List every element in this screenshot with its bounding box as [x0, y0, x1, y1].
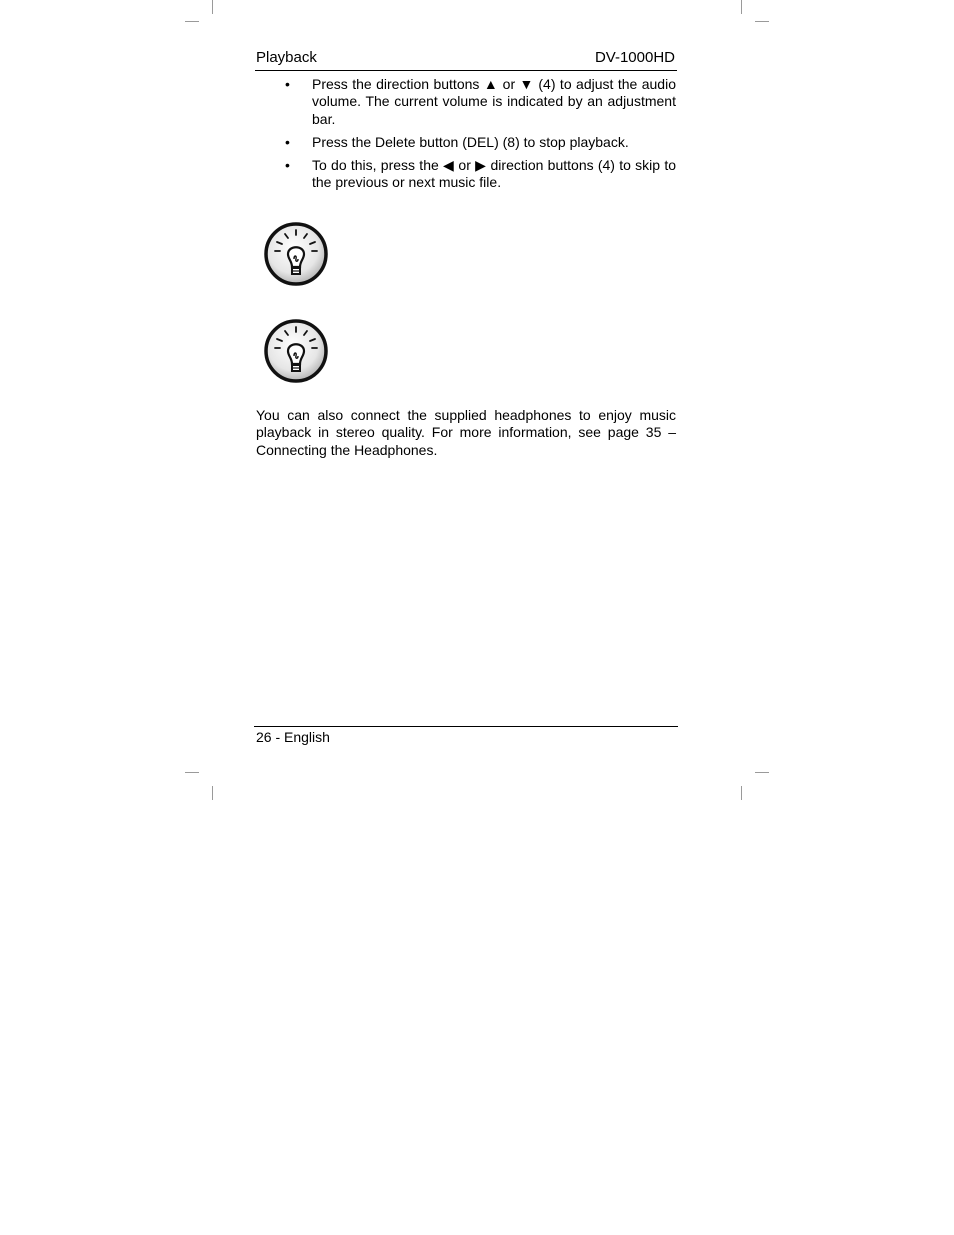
list-item [256, 157, 676, 192]
page-header [255, 48, 677, 71]
instruction-list [256, 76, 676, 198]
crop-mark [212, 0, 213, 14]
page-footer [254, 726, 678, 745]
bullet-point: • [285, 133, 290, 150]
list-item-text: Press the direction buttons ▲ or ▼ (4) to adjust the audio volume. The current volume is indicated by an adjustment bar. [312, 76, 676, 127]
crop-mark [741, 0, 742, 14]
crop-mark [185, 772, 199, 773]
crop-mark [185, 21, 199, 22]
body-paragraph: You can also connect the supplied headphones to enjoy music playback in stereo quality. For more information, see page 35 – Connecting the Headphones. [256, 407, 676, 458]
lightbulb-icon [263, 221, 329, 287]
list-item-text: Press the Delete button (DEL) (8) to stop playback. [312, 133, 629, 150]
list-item [256, 76, 676, 128]
crop-mark [212, 786, 213, 800]
lightbulb-icon [263, 318, 329, 384]
page-number: 26 - English [256, 729, 330, 745]
list-item-text: To do this, press the ◀ or ▶ direction buttons (4) to skip to the previous or next music file. [312, 157, 676, 191]
crop-mark [755, 772, 769, 773]
bullet-point: • [285, 157, 290, 174]
crop-mark [755, 21, 769, 22]
crop-mark [741, 786, 742, 800]
list-item [256, 134, 676, 151]
bullet-point: • [285, 76, 290, 92]
model-name: DV-1000HD [594, 49, 675, 66]
section-title: Playback [256, 49, 317, 66]
